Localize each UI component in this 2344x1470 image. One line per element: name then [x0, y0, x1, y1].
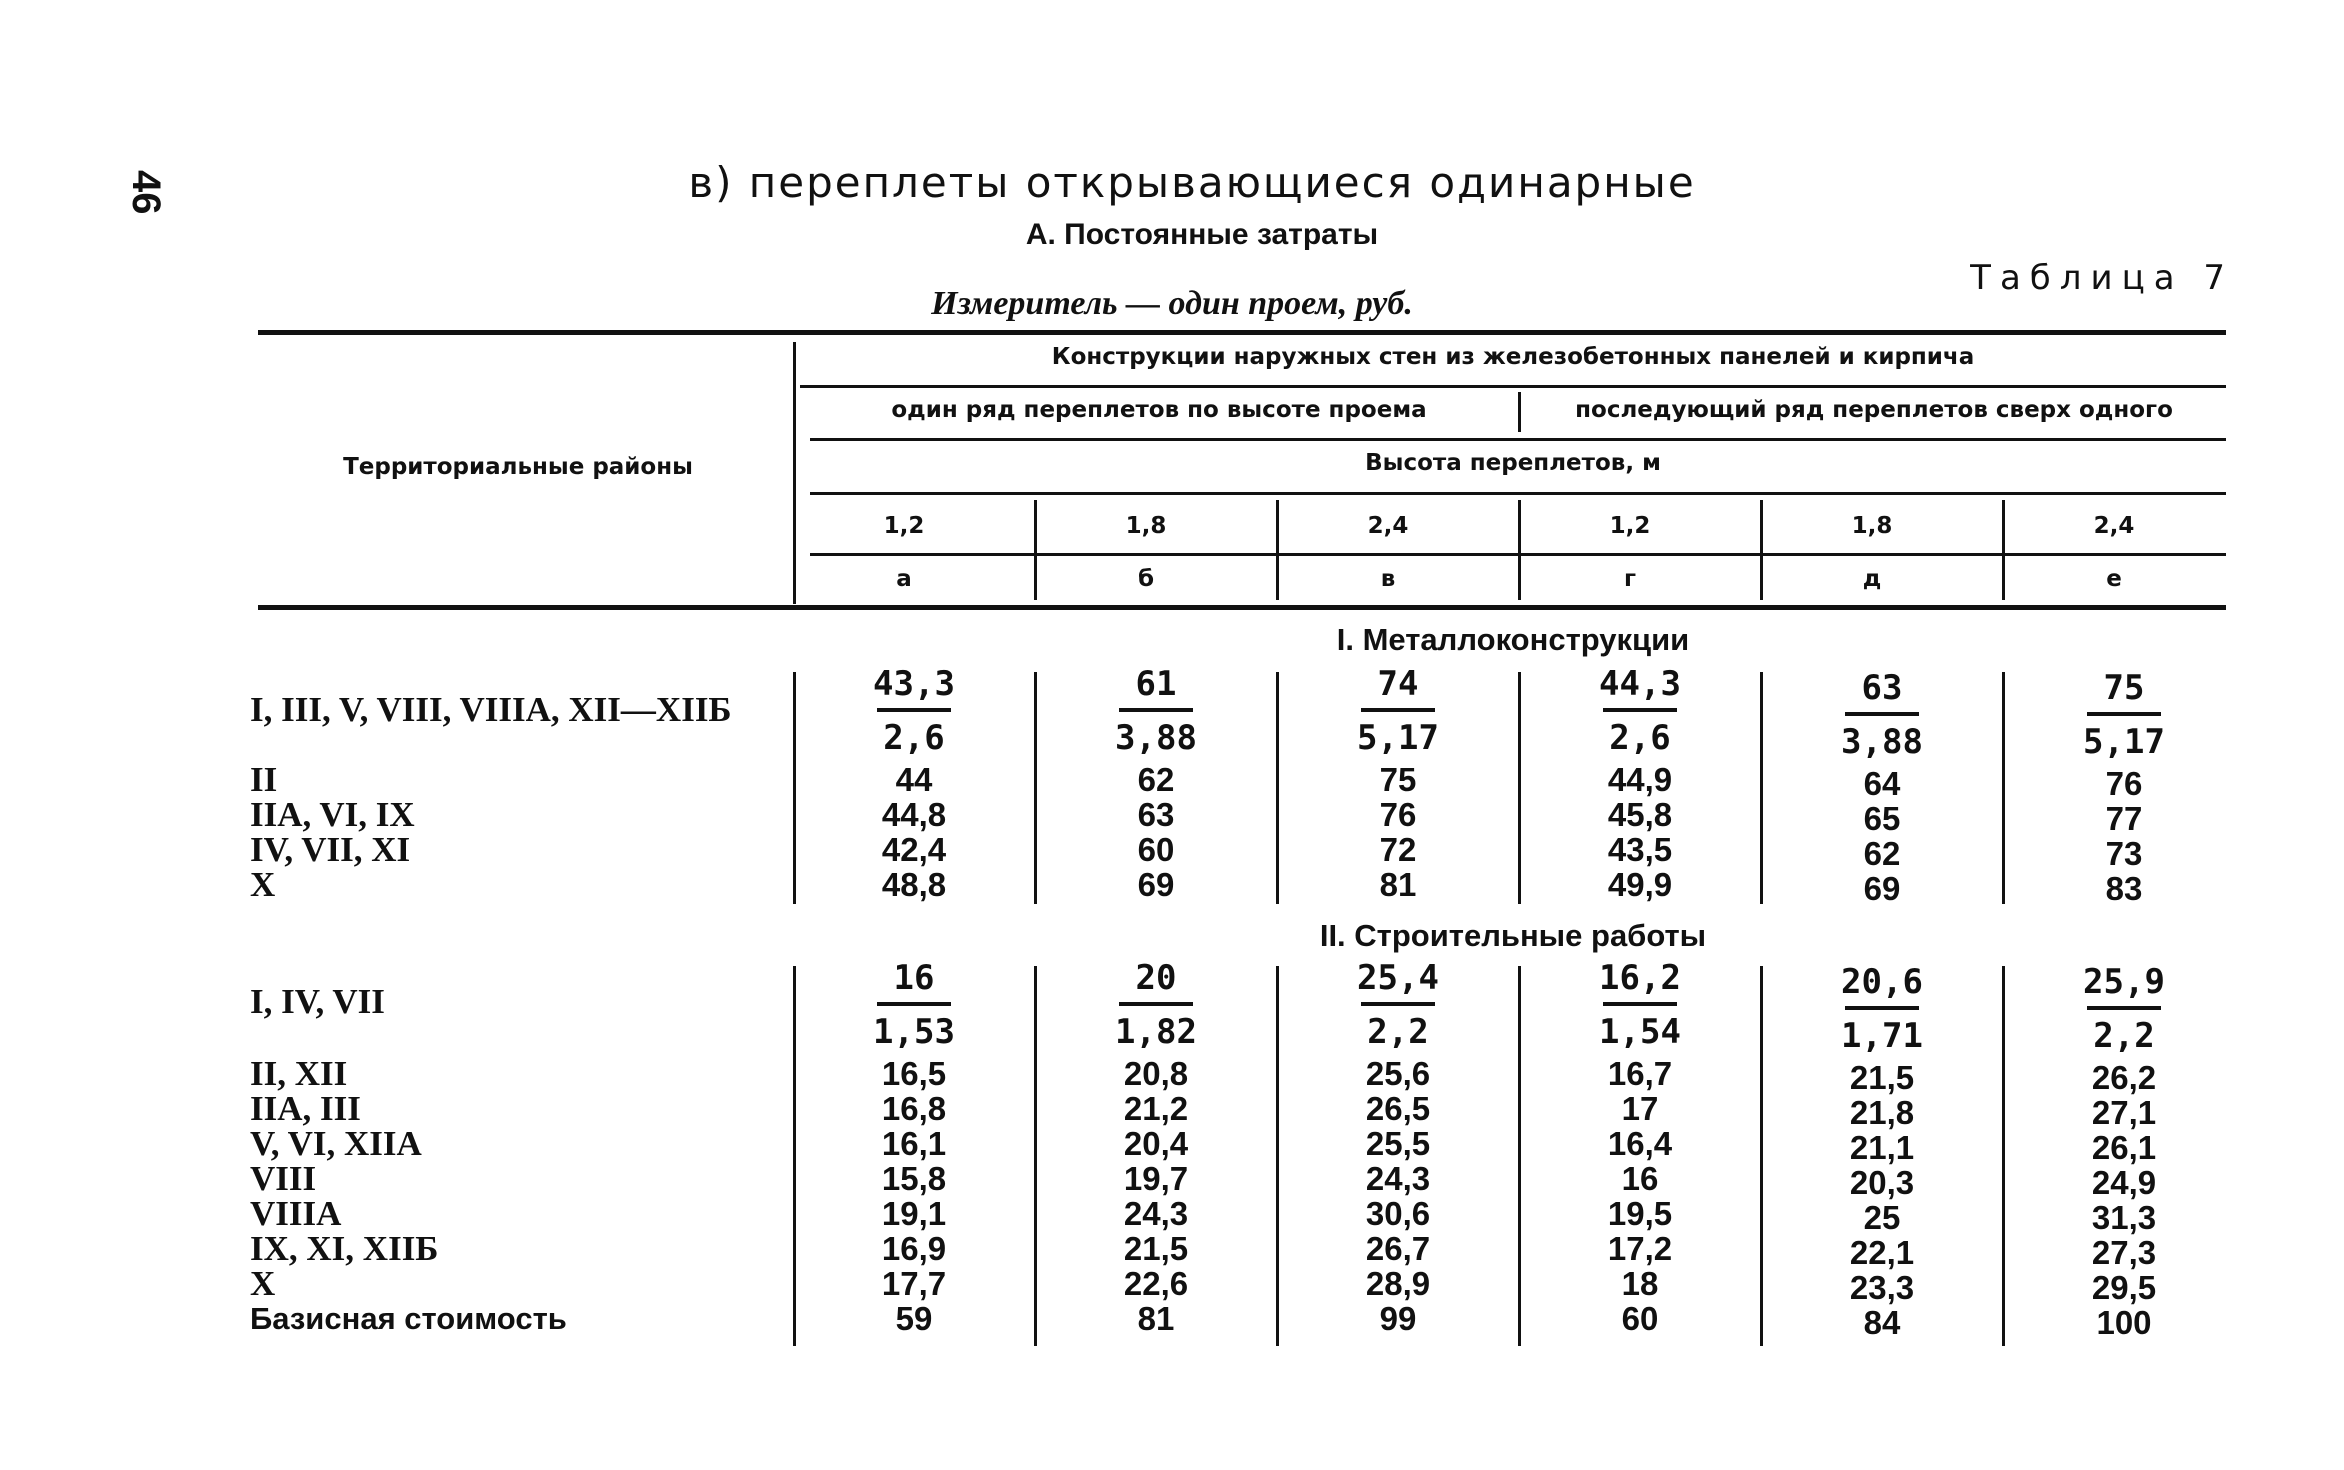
row-label: IX, XI, XIIБ — [250, 1229, 439, 1268]
value-cell: 25 — [1863, 1199, 1901, 1236]
value-cell: 81 — [1379, 866, 1417, 903]
row-label: II — [250, 760, 278, 799]
value-cell: 84 — [1863, 1304, 1901, 1341]
fraction-cell — [1298, 664, 1498, 758]
fraction-numerator: 63 — [1861, 668, 1903, 708]
value-cell: 73 — [2105, 835, 2143, 872]
body-divider-col1 — [1034, 672, 1037, 904]
fraction-numerator: 20,6 — [1841, 962, 1923, 1002]
value-cell: 81 — [1137, 1300, 1175, 1337]
value-cell: 43,5 — [1607, 831, 1673, 868]
body-divider-label — [793, 672, 796, 904]
value-cell: 29,5 — [2091, 1269, 2157, 1306]
value-cell: 16,9 — [881, 1230, 947, 1267]
value-cell: 100 — [2096, 1304, 2152, 1341]
row-label: IV, VII, XI — [250, 830, 411, 869]
fraction-bar — [877, 1002, 951, 1006]
row-label: VIIIA — [250, 1194, 342, 1233]
fraction-numerator: 25,4 — [1357, 958, 1439, 998]
letter-col-d: д — [1862, 566, 1882, 592]
header-divider-subgroup — [1518, 392, 1521, 432]
value-cell: 18 — [1621, 1265, 1659, 1302]
value-cell: 99 — [1379, 1300, 1417, 1337]
fraction-denominator: 1,71 — [1841, 1016, 1923, 1056]
fraction-cell — [1540, 664, 1740, 758]
fraction-numerator: 16 — [893, 958, 935, 998]
value-cell: 21,8 — [1849, 1094, 1915, 1131]
value-cell: 28,9 — [1365, 1265, 1431, 1302]
header-divider-col5 — [2002, 500, 2005, 600]
header-rule-height-label — [810, 492, 2226, 495]
letter-col-a: а — [896, 566, 912, 592]
fraction-numerator: 44,3 — [1599, 664, 1681, 704]
value-cell: 26,5 — [1365, 1090, 1431, 1127]
value-cell: 63 — [1137, 796, 1175, 833]
subgroup-header-next-rows: последующий ряд переплетов сверх одного — [1575, 397, 2173, 423]
fraction-numerator: 43,3 — [873, 664, 955, 704]
fraction-bar — [2087, 712, 2161, 716]
value-cell: 19,5 — [1607, 1195, 1673, 1232]
height-col-e: 2,4 — [2093, 513, 2135, 539]
fraction-cell — [1782, 668, 1982, 762]
fraction-cell — [1540, 958, 1740, 1052]
value-cell: 17,2 — [1607, 1230, 1673, 1267]
measure-unit: Измеритель — один проем, руб. — [931, 285, 1413, 322]
value-cell: 31,3 — [2091, 1199, 2157, 1236]
body-divider-label — [793, 966, 796, 1346]
fraction-bar — [877, 708, 951, 712]
section-title-construction: II. Строительные работы — [1319, 918, 1707, 953]
value-cell: 76 — [1379, 796, 1417, 833]
letter-col-g: г — [1623, 566, 1637, 592]
fraction-numerator: 20 — [1135, 958, 1177, 998]
row-label: IIA, III — [250, 1089, 361, 1128]
fraction-numerator: 61 — [1135, 664, 1177, 704]
fraction-denominator: 2,2 — [1367, 1012, 1429, 1052]
header-divider-col2 — [1276, 500, 1279, 600]
page-number: 46 — [124, 170, 168, 215]
value-cell: 42,4 — [881, 831, 947, 868]
fraction-cell — [1782, 962, 1982, 1056]
value-cell: 21,5 — [1123, 1230, 1189, 1267]
value-cell: 59 — [895, 1300, 933, 1337]
value-cell: 19,7 — [1123, 1160, 1189, 1197]
fraction-bar — [1119, 708, 1193, 712]
height-col-g: 1,2 — [1609, 513, 1651, 539]
body-divider-col3 — [1518, 966, 1521, 1346]
value-cell: 22,1 — [1849, 1234, 1915, 1271]
fraction-bar — [1361, 708, 1435, 712]
fraction-denominator: 1,54 — [1599, 1012, 1681, 1052]
value-cell: 16,4 — [1607, 1125, 1673, 1162]
row-label: IIA, VI, IX — [250, 795, 415, 834]
value-cell: 17 — [1621, 1090, 1659, 1127]
value-cell: 69 — [1863, 870, 1901, 907]
row-label: X — [250, 865, 276, 904]
row-label: X — [250, 1264, 276, 1303]
value-cell: 83 — [2105, 870, 2143, 907]
value-cell: 77 — [2105, 800, 2143, 837]
value-cell: 26,7 — [1365, 1230, 1431, 1267]
fraction-denominator: 1,53 — [873, 1012, 955, 1052]
value-cell: 62 — [1137, 761, 1175, 798]
section-title-metal: I. Металлоконструкции — [1336, 622, 1690, 657]
fraction-denominator: 2,2 — [2093, 1016, 2155, 1056]
value-cell: 44 — [895, 761, 933, 798]
page-title: в) переплеты открывающиеся одинарные — [688, 158, 1696, 207]
value-cell: 15,8 — [881, 1160, 947, 1197]
value-cell: 25,6 — [1365, 1055, 1431, 1092]
body-divider-col4 — [1760, 672, 1763, 904]
subgroup-header-single-row: один ряд переплетов по высоте проема — [891, 397, 1427, 423]
height-col-b: 1,8 — [1125, 513, 1167, 539]
value-cell: 62 — [1863, 835, 1901, 872]
row-label: V, VI, XIIA — [250, 1124, 422, 1163]
header-divider-col4 — [1760, 500, 1763, 600]
fraction-cell — [814, 664, 1014, 758]
height-col-d: 1,8 — [1851, 513, 1893, 539]
table-top-rule — [258, 330, 2226, 335]
fraction-denominator: 3,88 — [1115, 718, 1197, 758]
value-cell: 21,1 — [1849, 1129, 1915, 1166]
value-cell: 69 — [1137, 866, 1175, 903]
fraction-bar — [1361, 1002, 1435, 1006]
body-divider-col2 — [1276, 966, 1279, 1346]
value-cell: 16,7 — [1607, 1055, 1673, 1092]
fraction-bar — [1845, 712, 1919, 716]
value-cell: 44,8 — [881, 796, 947, 833]
letter-col-b: б — [1137, 566, 1155, 592]
fraction-bar — [2087, 1006, 2161, 1010]
value-cell: 44,9 — [1607, 761, 1673, 798]
fraction-cell — [1298, 958, 1498, 1052]
body-divider-col2 — [1276, 672, 1279, 904]
value-cell: 72 — [1379, 831, 1417, 868]
header-rule-group — [800, 385, 2226, 388]
value-cell: 21,2 — [1123, 1090, 1189, 1127]
value-cell: 60 — [1137, 831, 1175, 868]
value-cell: 22,6 — [1123, 1265, 1189, 1302]
fraction-denominator: 2,6 — [883, 718, 945, 758]
letter-col-v: в — [1380, 566, 1396, 592]
column-group-header: Конструкции наружных стен из железобетонных панелей и кирпича — [1051, 344, 1975, 370]
row-label: Базисная стоимость — [250, 1301, 567, 1336]
value-cell: 48,8 — [881, 866, 947, 903]
row-header: Территориальные районы — [343, 454, 693, 480]
row-label: I, IV, VII — [250, 982, 385, 1021]
value-cell: 23,3 — [1849, 1269, 1915, 1306]
fraction-numerator: 74 — [1377, 664, 1419, 704]
fraction-bar — [1603, 1002, 1677, 1006]
fraction-numerator: 16,2 — [1599, 958, 1681, 998]
value-cell: 26,1 — [2091, 1129, 2157, 1166]
height-col-a: 1,2 — [883, 513, 925, 539]
fraction-numerator: 25,9 — [2083, 962, 2165, 1002]
fraction-cell — [1056, 664, 1256, 758]
value-cell: 64 — [1863, 765, 1901, 802]
body-divider-col1 — [1034, 966, 1037, 1346]
value-cell: 16,8 — [881, 1090, 947, 1127]
value-cell: 24,9 — [2091, 1164, 2157, 1201]
header-rule-subgroup — [810, 438, 2226, 441]
value-cell: 21,5 — [1849, 1059, 1915, 1096]
value-cell: 20,3 — [1849, 1164, 1915, 1201]
value-cell: 76 — [2105, 765, 2143, 802]
letter-col-e: е — [2106, 566, 2122, 592]
value-cell: 75 — [1379, 761, 1417, 798]
page-subtitle: А. Постоянные затраты — [1025, 218, 1379, 251]
fraction-cell — [2024, 962, 2224, 1056]
body-divider-col5 — [2002, 672, 2005, 904]
fraction-cell — [2024, 668, 2224, 762]
value-cell: 26,2 — [2091, 1059, 2157, 1096]
value-cell: 27,3 — [2091, 1234, 2157, 1271]
body-divider-col4 — [1760, 966, 1763, 1346]
value-cell: 19,1 — [881, 1195, 947, 1232]
value-cell: 16,1 — [881, 1125, 947, 1162]
value-cell: 30,6 — [1365, 1195, 1431, 1232]
value-cell: 16 — [1621, 1160, 1659, 1197]
table-label: Таблица 7 — [1970, 258, 2234, 298]
value-cell: 20,8 — [1123, 1055, 1189, 1092]
header-divider-main — [793, 342, 796, 604]
header-divider-col1 — [1034, 500, 1037, 600]
value-cell: 24,3 — [1123, 1195, 1189, 1232]
value-cell: 45,8 — [1607, 796, 1673, 833]
fraction-denominator: 5,17 — [1357, 718, 1439, 758]
fraction-cell — [1056, 958, 1256, 1052]
body-divider-col3 — [1518, 672, 1521, 904]
fraction-denominator: 3,88 — [1841, 722, 1923, 762]
height-col-v: 2,4 — [1367, 513, 1409, 539]
value-cell: 17,7 — [881, 1265, 947, 1302]
fraction-bar — [1119, 1002, 1193, 1006]
fraction-cell — [814, 958, 1014, 1052]
value-cell: 27,1 — [2091, 1094, 2157, 1131]
fraction-numerator: 75 — [2103, 668, 2145, 708]
row-label: VIII — [250, 1159, 317, 1198]
fraction-bar — [1845, 1006, 1919, 1010]
body-divider-col5 — [2002, 966, 2005, 1346]
height-label-header: Высота переплетов, м — [1365, 450, 1661, 476]
fraction-denominator: 5,17 — [2083, 722, 2165, 762]
header-bottom-rule — [258, 605, 2226, 610]
value-cell: 16,5 — [881, 1055, 947, 1092]
value-cell: 65 — [1863, 800, 1901, 837]
value-cell: 25,5 — [1365, 1125, 1431, 1162]
row-label: II, XII — [250, 1054, 348, 1093]
fraction-denominator: 2,6 — [1609, 718, 1671, 758]
fraction-bar — [1603, 708, 1677, 712]
value-cell: 20,4 — [1123, 1125, 1189, 1162]
value-cell: 49,9 — [1607, 866, 1673, 903]
header-divider-col3 — [1518, 500, 1521, 600]
value-cell: 24,3 — [1365, 1160, 1431, 1197]
value-cell: 60 — [1621, 1300, 1659, 1337]
fraction-denominator: 1,82 — [1115, 1012, 1197, 1052]
row-label: I, III, V, VIII, VIIIA, XII—XIIБ — [250, 690, 732, 729]
